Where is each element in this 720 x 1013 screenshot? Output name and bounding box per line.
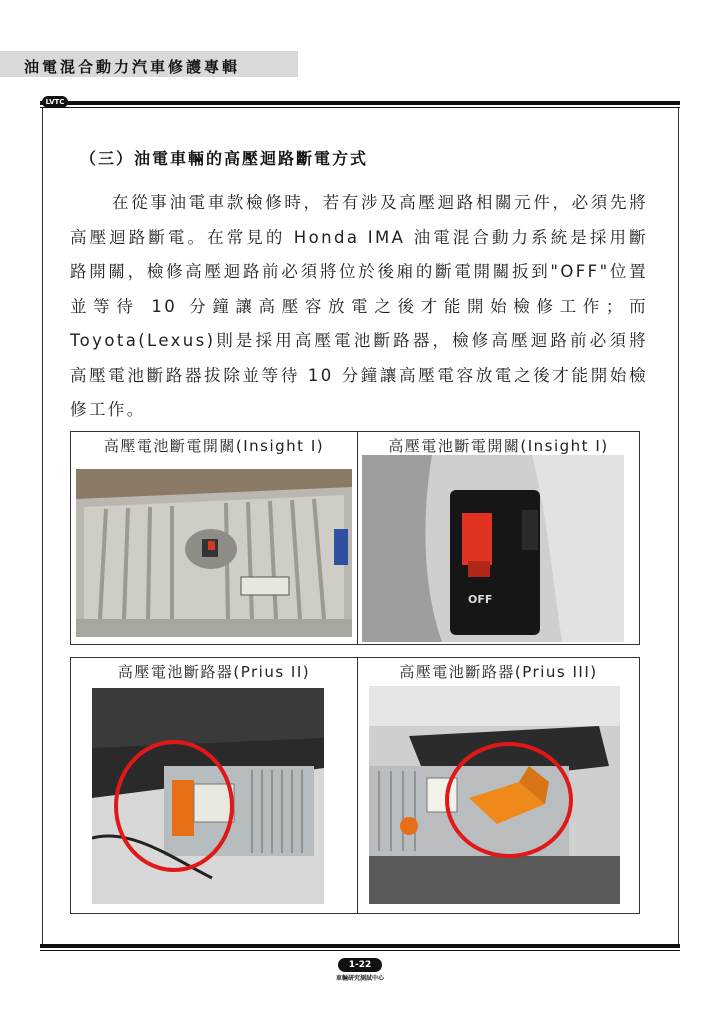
book-title: 油電混合動力汽車修護專輯	[24, 58, 241, 76]
photo-cell-insight-2	[358, 432, 639, 644]
footer-brand: 車輛研究測試中心	[335, 975, 384, 982]
switch-off-label: OFF	[468, 593, 493, 606]
photo-row-insight	[70, 431, 640, 645]
photo-insight-off-switch	[362, 455, 624, 642]
photo-caption: 高壓電池斷電開關(Insight I)	[103, 437, 325, 455]
photo-cell-prius-2	[71, 658, 358, 913]
photo-row-prius	[70, 657, 640, 914]
photo-prius2-breaker	[92, 688, 324, 904]
photo-cell-prius-3	[358, 658, 639, 913]
bottom-rule	[40, 944, 680, 948]
section-heading: （三）油電車輛的高壓迴路斷電方式	[80, 149, 369, 168]
bottom-rule-thin	[40, 950, 680, 951]
photo-caption: 高壓電池斷路器(Prius II)	[117, 663, 311, 681]
photo-caption: 高壓電池斷路器(Prius III)	[399, 663, 598, 681]
photo-insight-battery-cover	[76, 469, 352, 637]
photo-cell-insight-1	[71, 432, 358, 644]
top-rule	[40, 101, 680, 105]
photo-prius3-breaker	[369, 686, 620, 904]
publisher-logo: LVTC	[42, 96, 68, 108]
photo-caption: 高壓電池斷電開關(Insight I)	[388, 437, 609, 455]
page-number: 1-22	[338, 958, 382, 972]
body-paragraph: 在從事油電車款檢修時，若有涉及高壓迴路相關元件，必須先將高壓迴路斷電。在常見的 Honda IMA 油電混合動力系統是採用斷路開關，檢修高壓迴路前必須將位於後廂的斷電開關扳到"OFF"位置並等待 10 分鐘讓高壓容放電之後才能開始檢修工作；而 Toyota(Lexus)則是採用高壓電池斷路器，檢修高壓迴路前必須將高壓電池斷路器拔除並等待 10 分鐘讓高壓電容放電之後才能開始檢修工作。	[70, 193, 648, 419]
